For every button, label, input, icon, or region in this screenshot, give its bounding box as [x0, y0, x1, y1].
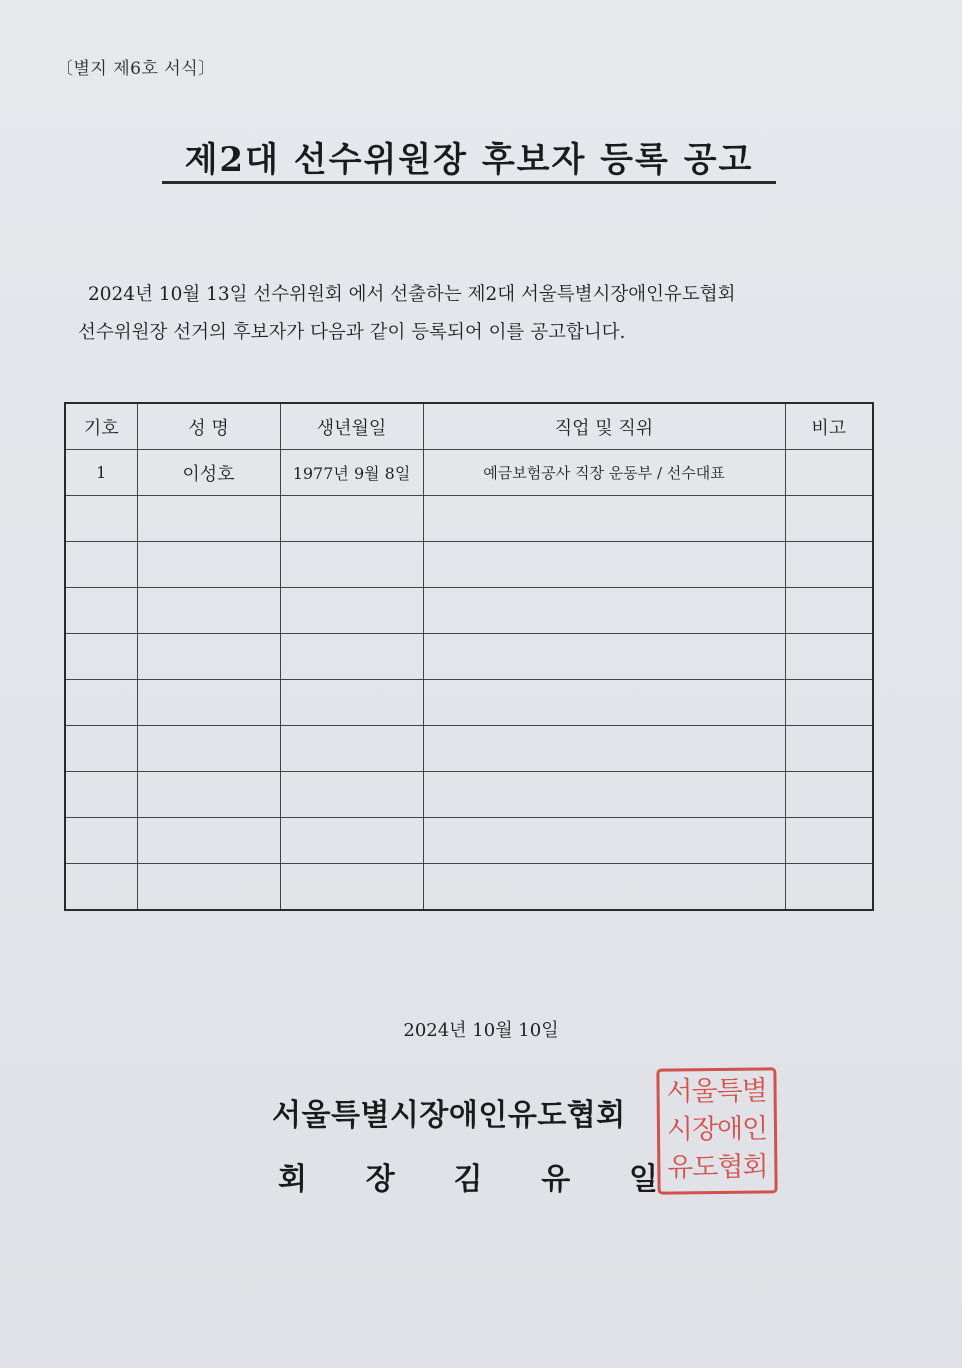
cell-name — [137, 680, 280, 726]
president-name-char-2: 유 — [541, 1162, 571, 1197]
president-name-char-1: 김 — [453, 1162, 483, 1197]
table-row — [65, 542, 873, 588]
cell-birthdate — [280, 680, 423, 726]
cell-occupation — [423, 726, 785, 772]
official-seal-stamp — [656, 1067, 777, 1194]
president-signature — [278, 1154, 658, 1198]
form-reference: 〔별지 제6호 서식〕 — [56, 59, 216, 79]
header-name: 성 명 — [137, 403, 280, 450]
president-name-char-3: 일 — [629, 1162, 658, 1197]
president-title-char-2: 장 — [365, 1162, 395, 1197]
table-row — [65, 726, 873, 772]
cell-number — [65, 864, 137, 911]
organization-name: 서울특별시장애인유도협회 — [272, 1098, 626, 1133]
cell-name — [137, 588, 280, 634]
cell-birthdate — [280, 772, 423, 818]
table-row — [65, 496, 873, 542]
cell-remarks — [785, 542, 873, 588]
president-title-char-1: 회 — [278, 1162, 307, 1197]
cell-birthdate — [280, 496, 423, 542]
table-row — [65, 680, 873, 726]
cell-number — [65, 588, 137, 634]
header-remarks: 비고 — [785, 403, 873, 450]
cell-number — [65, 496, 137, 542]
cell-remarks — [785, 496, 873, 542]
cell-name — [137, 542, 280, 588]
candidate-table — [64, 402, 874, 911]
notice-line-1: 2024년 10월 13일 선수위원회 에서 선출하는 제2대 서울특별시장애인유도협회 — [88, 284, 736, 305]
cell-number — [65, 772, 137, 818]
cell-occupation — [423, 634, 785, 680]
cell-name — [137, 864, 280, 911]
cell-remarks — [785, 726, 873, 772]
header-occupation: 직업 및 직위 — [423, 403, 785, 450]
seal-line-1: 서울특별 — [666, 1075, 767, 1108]
notice-date: 2024년 10월 10일 — [403, 1020, 559, 1041]
cell-number — [65, 726, 137, 772]
cell-remarks — [785, 818, 873, 864]
cell-number — [65, 680, 137, 726]
header-number: 기호 — [65, 403, 137, 450]
cell-number: 1 — [65, 450, 137, 496]
cell-name — [137, 818, 280, 864]
table-row — [65, 634, 873, 680]
page-title: 제2대 선수위원장 후보자 등록 공고 — [184, 140, 754, 180]
header-birthdate: 생년월일 — [280, 403, 423, 450]
cell-occupation — [423, 772, 785, 818]
cell-birthdate: 1977년 9월 8일 — [280, 450, 423, 496]
cell-remarks — [785, 450, 873, 496]
cell-name — [137, 634, 280, 680]
cell-occupation: 예금보험공사 직장 운동부 / 선수대표 — [423, 450, 785, 496]
cell-number — [65, 634, 137, 680]
cell-name: 이성호 — [137, 450, 280, 496]
cell-birthdate — [280, 726, 423, 772]
cell-number — [65, 818, 137, 864]
notice-paragraph — [78, 276, 838, 352]
table-row — [65, 864, 873, 911]
cell-remarks — [785, 864, 873, 911]
cell-remarks — [785, 772, 873, 818]
cell-number — [65, 542, 137, 588]
cell-occupation — [423, 588, 785, 634]
cell-birthdate — [280, 542, 423, 588]
table-row — [65, 772, 873, 818]
cell-remarks — [785, 588, 873, 634]
table-row — [65, 450, 873, 496]
cell-name — [137, 496, 280, 542]
cell-birthdate — [280, 818, 423, 864]
cell-name — [137, 726, 280, 772]
cell-remarks — [785, 680, 873, 726]
cell-name — [137, 772, 280, 818]
notice-line-2: 선수위원장 선거의 후보자가 다음과 같이 등록되어 이를 공고합니다. — [78, 322, 626, 343]
cell-remarks — [785, 634, 873, 680]
cell-birthdate — [280, 864, 423, 911]
cell-occupation — [423, 496, 785, 542]
table-row — [65, 818, 873, 864]
cell-occupation — [423, 680, 785, 726]
cell-birthdate — [280, 588, 423, 634]
cell-birthdate — [280, 634, 423, 680]
cell-occupation — [423, 864, 785, 911]
title-underline — [162, 181, 776, 184]
seal-line-2: 시장애인 — [666, 1113, 768, 1146]
table-row — [65, 588, 873, 634]
table-header-row — [65, 403, 873, 450]
cell-occupation — [423, 542, 785, 588]
seal-line-3: 유도협회 — [667, 1151, 768, 1184]
cell-occupation — [423, 818, 785, 864]
